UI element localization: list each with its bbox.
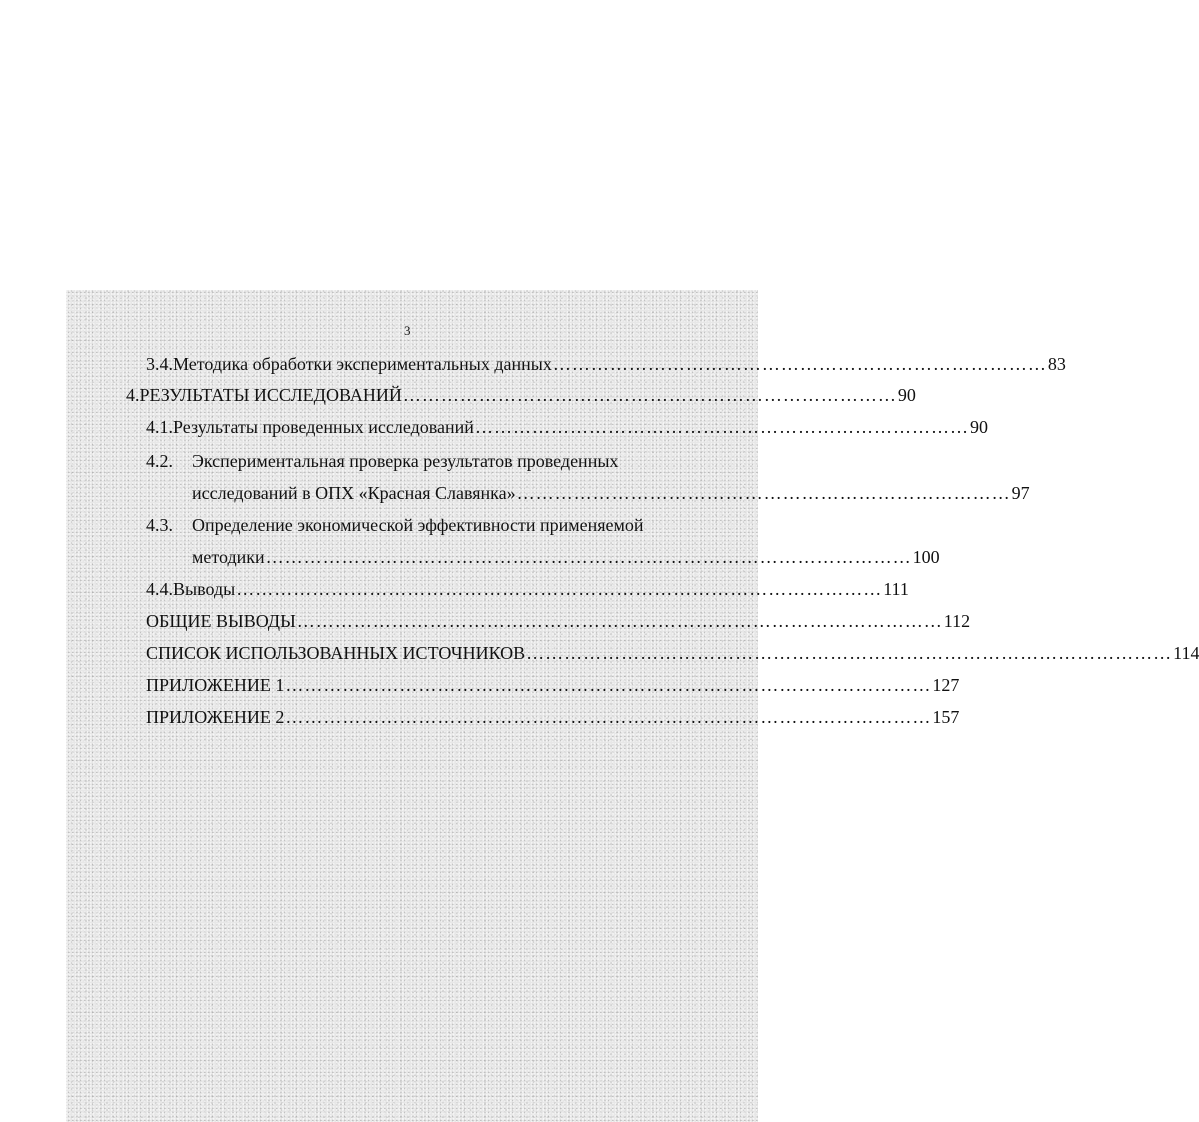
toc-title-continued: исследований в ОПХ «Красная Славянка» (192, 483, 516, 503)
dot-leader: ………………………………………………………………………………………… (296, 611, 943, 631)
toc-page: 97 (1011, 483, 1030, 503)
dot-leader: ………………………………………………………………………………………… (285, 675, 932, 695)
toc-page: 111 (883, 579, 909, 599)
toc-title: РЕЗУЛЬТАТЫ ИССЛЕДОВАНИЙ (139, 385, 402, 405)
toc-number: 3.4. (146, 354, 173, 374)
toc-title: ПРИЛОЖЕНИЕ 2 (146, 707, 285, 727)
toc-entry-appendix-1 (146, 671, 960, 699)
toc-title: Экспериментальная проверка результатов проведенных (192, 451, 619, 471)
toc-page: 83 (1047, 354, 1066, 374)
dot-leader: …………………………………………………………………… (552, 354, 1047, 374)
toc-entry-3-4 (146, 350, 1066, 378)
toc-page: 90 (897, 385, 916, 405)
toc-title: Определение экономической эффективности применяемой (192, 515, 644, 535)
dot-leader: ………………………………………………………………………………………… (285, 707, 932, 727)
toc-entry-references (146, 639, 1199, 667)
toc-page: 127 (932, 675, 960, 695)
toc-entry-4-4 (146, 575, 909, 603)
dot-leader: …………………………………………………………………… (402, 385, 897, 405)
toc-entry-4-3 (146, 511, 731, 539)
dot-leader: ………………………………………………………………………………………… (236, 579, 883, 599)
toc-title-continued: методики (192, 547, 265, 567)
toc-title: Выводы (173, 579, 236, 599)
toc-entry-general-conclusions (146, 607, 971, 635)
dot-leader: ………………………………………………………………………………………… (526, 643, 1173, 663)
toc-entry-4 (126, 381, 916, 409)
toc-number: 4. (126, 385, 140, 405)
toc-page: 112 (943, 611, 971, 631)
dot-leader: …………………………………………………………………… (516, 483, 1011, 503)
toc-number: 4.3. (146, 515, 173, 535)
toc-entry-4-2-continued (192, 479, 1030, 507)
toc-title: ПРИЛОЖЕНИЕ 1 (146, 675, 285, 695)
toc-number: 4.1. (146, 417, 173, 437)
toc-entry-appendix-2 (146, 703, 960, 731)
page-number: 3 (404, 323, 411, 338)
toc-page: 100 (912, 547, 940, 567)
toc-title: СПИСОК ИСПОЛЬЗОВАННЫХ ИСТОЧНИКОВ (146, 643, 526, 663)
dot-leader: …………………………………………………………………… (474, 417, 969, 437)
toc-title: ОБЩИЕ ВЫВОДЫ (146, 611, 296, 631)
toc-title: Методика обработки экспериментальных данных (173, 354, 552, 374)
dot-leader: ………………………………………………………………………………………… (265, 547, 912, 567)
toc-page: 157 (932, 707, 960, 727)
toc-page: 114 (1173, 643, 1199, 663)
toc-number: 4.4. (146, 579, 173, 599)
toc-entry-4-3-continued (192, 543, 940, 571)
toc-page: 90 (969, 417, 988, 437)
toc-number: 4.2. (146, 451, 173, 471)
toc-title: Результаты проведенных исследований (173, 417, 474, 437)
toc-entry-4-2 (146, 447, 731, 475)
toc-entry-4-1 (146, 413, 988, 441)
